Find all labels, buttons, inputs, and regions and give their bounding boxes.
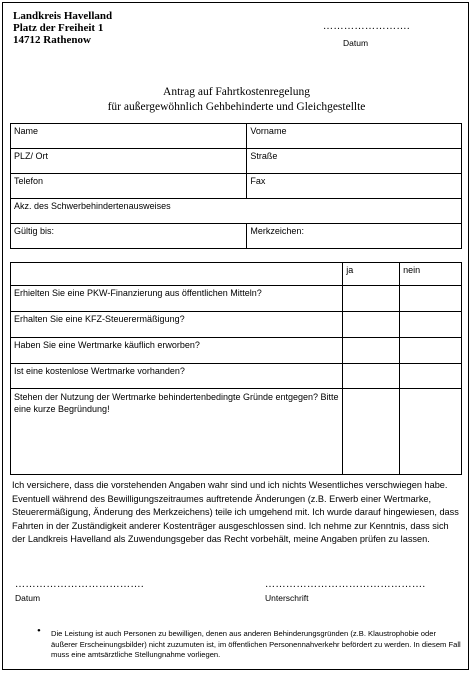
question-text: Erhielten Sie eine PKW-Finanzierung aus öffentlichen Mitteln? <box>11 286 343 312</box>
footnote-text: Die Leistung ist auch Personen zu bewilligen, denen aus anderen Behinderungsgründen (z.B. Klaustrophobie oder äußerer Erscheinungsbilder) nicht zuzumuten ist, im öffentlichen Personennahverkehr befördert zu werden. In diesem Fall muss eine amtsärztliche Stellungnahme vorliegen. <box>51 629 461 659</box>
question-text: Haben Sie eine Wertmarke käuflich erworben? <box>11 338 343 364</box>
plz-ort-label: PLZ/ Ort <box>14 151 49 161</box>
gueltig-label: Gültig bis: <box>14 226 55 236</box>
answer-nein-cell[interactable] <box>400 389 462 475</box>
name-label: Name <box>14 126 39 136</box>
name-field[interactable] <box>11 124 247 149</box>
date-signature-label: Datum <box>15 593 41 603</box>
personal-data-table <box>10 123 462 249</box>
answer-ja-cell[interactable] <box>343 389 400 475</box>
strasse-field[interactable] <box>247 149 462 174</box>
col-nein-header: nein <box>400 263 462 286</box>
form-title-line-1: Antrag auf Fahrtkostenregelung <box>163 86 310 98</box>
questions-header-blank <box>11 263 343 286</box>
merkzeichen-label: Merkzeichen: <box>250 226 304 236</box>
date-blank[interactable]: ……………………. <box>323 21 410 32</box>
address-line-1: Landkreis Havelland <box>13 10 113 22</box>
questions-table <box>10 262 462 475</box>
gueltig-field[interactable] <box>11 224 247 249</box>
form-title-line-2: für außergewöhnlich Gehbehinderte und Gleichgestellte <box>107 101 366 113</box>
declaration-text: Ich versichere, dass die vorstehenden Angaben wahr sind und ich nichts Wesentliches verschwiegen habe. Eventuell während des Bewilligungszeitraumes auftretende Änderungen (z.B. Erwerb einer Wertmarke, Steuerermäßigung, Änderung des Merkzeichens) teile ich umgehend mit. Ich wurde darauf hingewiesen, dass Fahrten in der Zuständigkeit anderer Kostenträger ausgeschlossen sind. Ich nehme zur Kenntnis, dass sich der Landkreis Havelland als Zuwendungsgeber das Recht vorbehält, meine Angaben prüfen zu lassen. <box>12 480 459 544</box>
fax-field[interactable] <box>247 174 462 199</box>
form-page <box>2 2 469 670</box>
bullet-icon: • <box>37 625 41 637</box>
question-text: Stehen der Nutzung der Wertmarke behindertenbedingte Gründe entgegen? Bitte eine kurze Begründung! <box>11 389 343 475</box>
col-ja-header: ja <box>343 263 400 286</box>
answer-ja-cell[interactable] <box>343 286 400 312</box>
answer-nein-cell[interactable] <box>400 312 462 338</box>
answer-ja-cell[interactable] <box>343 364 400 389</box>
ausweis-label: Akz. des Schwerbehindertenausweises <box>14 201 171 211</box>
answer-nein-cell[interactable] <box>400 338 462 364</box>
plz-ort-field[interactable] <box>11 149 247 174</box>
question-text: Erhalten Sie eine KFZ-Steuerermäßigung? <box>11 312 343 338</box>
fax-label: Fax <box>250 176 266 186</box>
date-label: Datum <box>343 38 369 48</box>
strasse-label: Straße <box>250 151 278 161</box>
signature-blank[interactable]: ………………………………………. <box>265 579 426 590</box>
signature-label: Unterschrift <box>265 593 309 603</box>
answer-nein-cell[interactable] <box>400 286 462 312</box>
answer-nein-cell[interactable] <box>400 364 462 389</box>
answer-ja-cell[interactable] <box>343 338 400 364</box>
vorname-field[interactable] <box>247 124 462 149</box>
date-signature-blank[interactable]: ………………………………. <box>15 579 144 590</box>
vorname-label: Vorname <box>250 126 287 136</box>
ausweis-field[interactable] <box>11 199 462 224</box>
address-line-2: Platz der Freiheit 1 <box>13 22 104 34</box>
sender-address <box>13 10 112 46</box>
question-text: Ist eine kostenlose Wertmarke vorhanden? <box>11 364 343 389</box>
address-line-3: 14712 Rathenow <box>13 34 91 46</box>
merkzeichen-field[interactable] <box>247 224 462 249</box>
telefon-label: Telefon <box>14 176 44 186</box>
telefon-field[interactable] <box>11 174 247 199</box>
answer-ja-cell[interactable] <box>343 312 400 338</box>
